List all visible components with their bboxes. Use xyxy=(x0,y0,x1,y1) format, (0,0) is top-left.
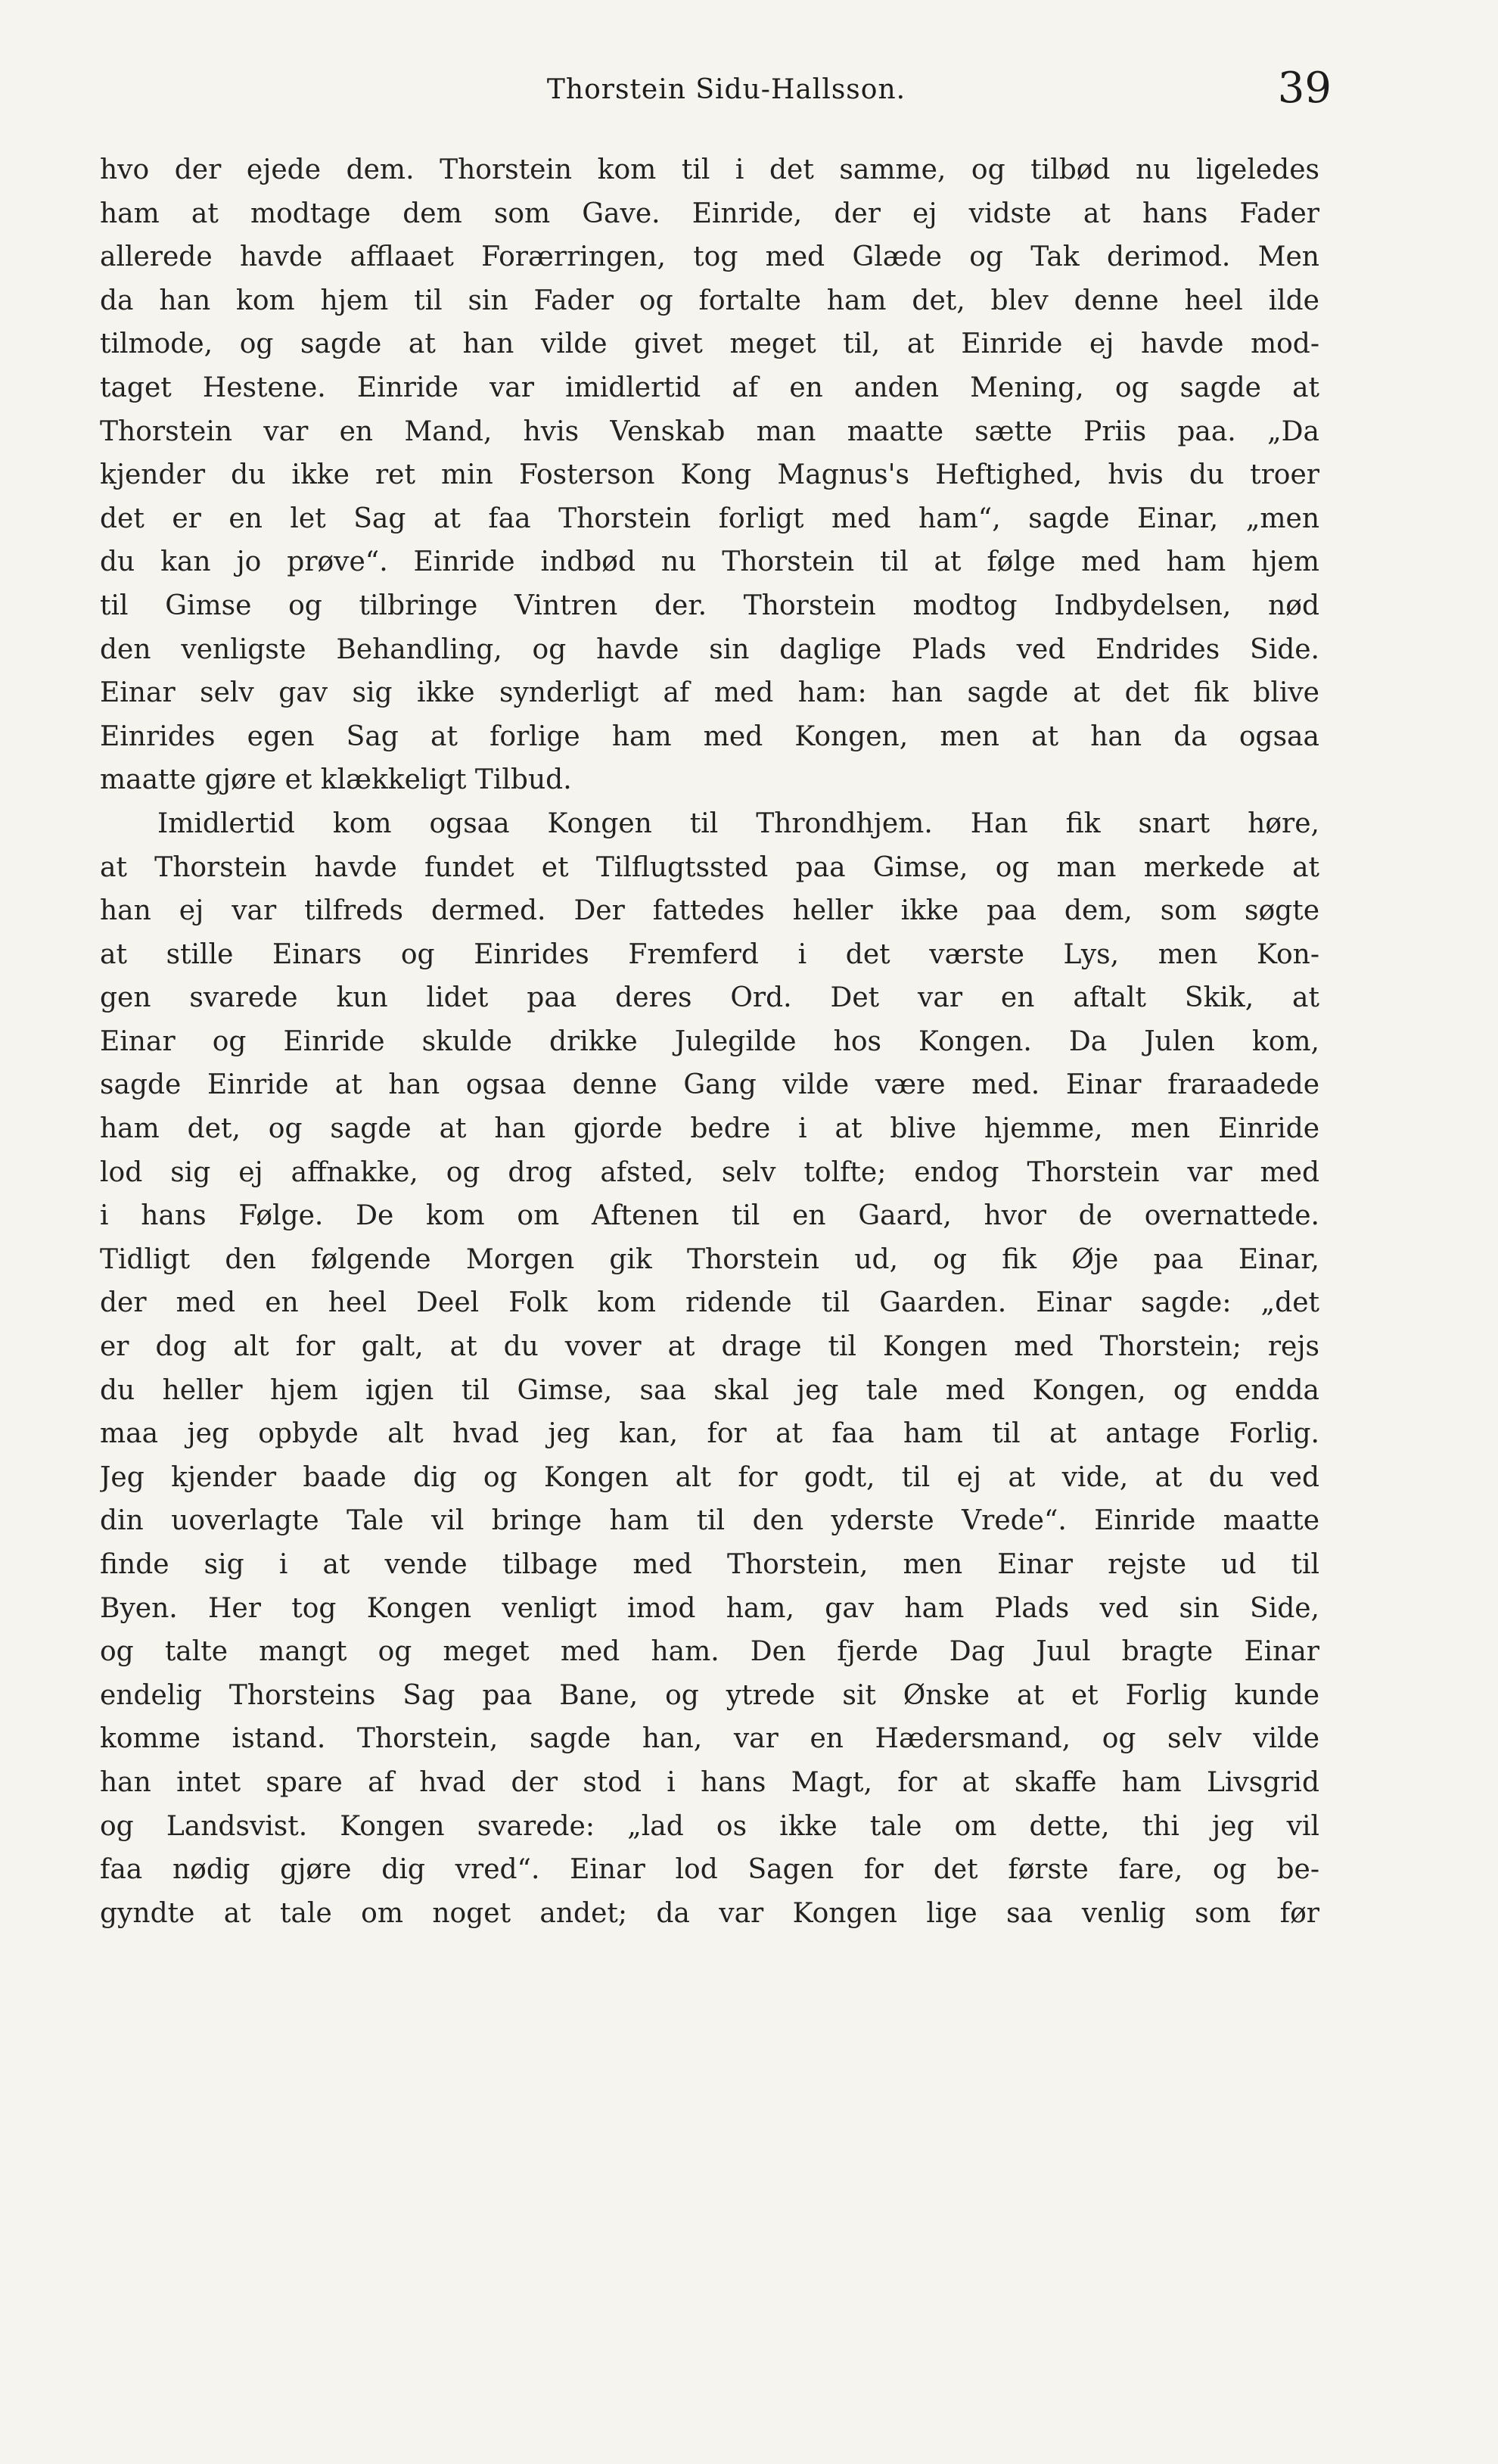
text-line: der med en heel Deel Folk kom ridende til Gaarden. Einar sagde: „det xyxy=(100,1287,1319,1319)
text-line: Thorstein var en Mand, hvis Venskab man maatte sætte Priis paa. „Da xyxy=(100,415,1319,447)
text-line: Einar og Einride skulde drikke Julegilde hos Kongen. Da Julen kom, xyxy=(100,1025,1319,1057)
text-line: tilmode, og sagde at han vilde givet meget til, at Einride ej havde mod- xyxy=(100,328,1319,360)
text-line: Byen. Her tog Kongen venligt imod ham, gav ham Plads ved sin Side, xyxy=(100,1592,1319,1624)
text-line: den venligste Behandling, og havde sin daglige Plads ved Endrides Side. xyxy=(100,633,1319,665)
text-line: Einar selv gav sig ikke synderligt af med ham: han sagde at det fik blive xyxy=(100,677,1319,709)
text-line: Jeg kjender baade dig og Kongen alt for godt, til ej at vide, at du ved xyxy=(100,1461,1319,1493)
text-line: og Landsvist. Kongen svarede: „lad os ikke tale om dette, thi jeg vil xyxy=(100,1810,1319,1842)
text-line: finde sig i at vende tilbage med Thorstein, men Einar rejste ud til xyxy=(100,1549,1319,1580)
text-line: lod sig ej affnakke, og drog afsted, selv tolfte; endog Thorstein var med xyxy=(100,1156,1319,1188)
text-line: gyndte at tale om noget andet; da var Kongen lige saa venlig som før xyxy=(100,1897,1319,1929)
text-line: du heller hjem igjen til Gimse, saa skal jeg tale med Kongen, og endda xyxy=(100,1374,1319,1406)
text-line: allerede havde afflaaet Forærringen, tog med Glæde og Tak derimod. Men xyxy=(100,241,1319,273)
text-line: maatte gjøre et klækkeligt Tilbud. xyxy=(100,764,572,796)
text-line: Imidlertid kom ogsaa Kongen til Throndhjem. Han fik snart høre, xyxy=(157,807,1319,839)
text-line: han ej var tilfreds dermed. Der fattedes heller ikke paa dem, som søgte xyxy=(100,895,1319,927)
text-line: gen svarede kun lidet paa deres Ord. Det var en aftalt Skik, at xyxy=(100,982,1319,1014)
text-line: til Gimse og tilbringe Vintren der. Thorstein modtog Indbydelsen, nød xyxy=(100,590,1319,621)
page-number: 39 xyxy=(1277,64,1332,113)
text-line: at Thorstein havde fundet et Tilflugtssted paa Gimse, og man merkede at xyxy=(100,851,1319,883)
running-head xyxy=(0,64,1498,115)
text-line: at stille Einars og Einrides Fremferd i det værste Lys, men Kon- xyxy=(100,938,1319,970)
text-line: din uoverlagte Tale vil bringe ham til den yderste Vrede“. Einride maatte xyxy=(100,1505,1319,1537)
text-line: i hans Følge. De kom om Aftenen til en Gaard, hvor de overnattede. xyxy=(100,1200,1319,1232)
body-text xyxy=(100,148,1319,1935)
text-line: komme istand. Thorstein, sagde han, var en Hædersmand, og selv vilde xyxy=(100,1723,1319,1755)
running-title: Thorstein Sidu-Hallsson. xyxy=(546,74,906,105)
text-line: han intet spare af hvad der stod i hans Magt, for at skaffe ham Livsgrid xyxy=(100,1766,1319,1798)
text-line: sagde Einride at han ogsaa denne Gang vilde være med. Einar fraraadede xyxy=(100,1069,1319,1101)
text-line: faa nødig gjøre dig vred“. Einar lod Sagen for det første fare, og be- xyxy=(100,1854,1319,1886)
text-line: og talte mangt og meget med ham. Den fjerde Dag Juul bragte Einar xyxy=(100,1636,1319,1668)
text-line: da han kom hjem til sin Fader og fortalte ham det, blev denne heel ilde xyxy=(100,285,1319,316)
text-line: Einrides egen Sag at forlige ham med Kongen, men at han da ogsaa xyxy=(100,720,1319,752)
text-line: er dog alt for galt, at du vover at drage til Kongen med Thorstein; rejs xyxy=(100,1331,1319,1363)
text-line: ham at modtage dem som Gave. Einride, der ej vidste at hans Fader xyxy=(100,198,1319,229)
text-line: hvo der ejede dem. Thorstein kom til i det samme, og tilbød nu ligeledes xyxy=(100,154,1319,185)
text-line: endelig Thorsteins Sag paa Bane, og ytrede sit Ønske at et Forlig kunde xyxy=(100,1679,1319,1711)
text-line: ham det, og sagde at han gjorde bedre i at blive hjemme, men Einride xyxy=(100,1113,1319,1145)
text-line: Tidligt den følgende Morgen gik Thorstein ud, og fik Øje paa Einar, xyxy=(100,1243,1319,1275)
text-line: det er en let Sag at faa Thorstein forligt med ham“, sagde Einar, „men xyxy=(100,502,1319,534)
text-line: kjender du ikke ret min Fosterson Kong Magnus's Heftighed, hvis du troer xyxy=(100,459,1319,491)
text-line: maa jeg opbyde alt hvad jeg kan, for at faa ham til at antage Forlig. xyxy=(100,1418,1319,1450)
text-line: taget Hestene. Einride var imidlertid af en anden Mening, og sagde at xyxy=(100,372,1319,403)
text-line: du kan jo prøve“. Einride indbød nu Thorstein til at følge med ham hjem xyxy=(100,546,1319,578)
